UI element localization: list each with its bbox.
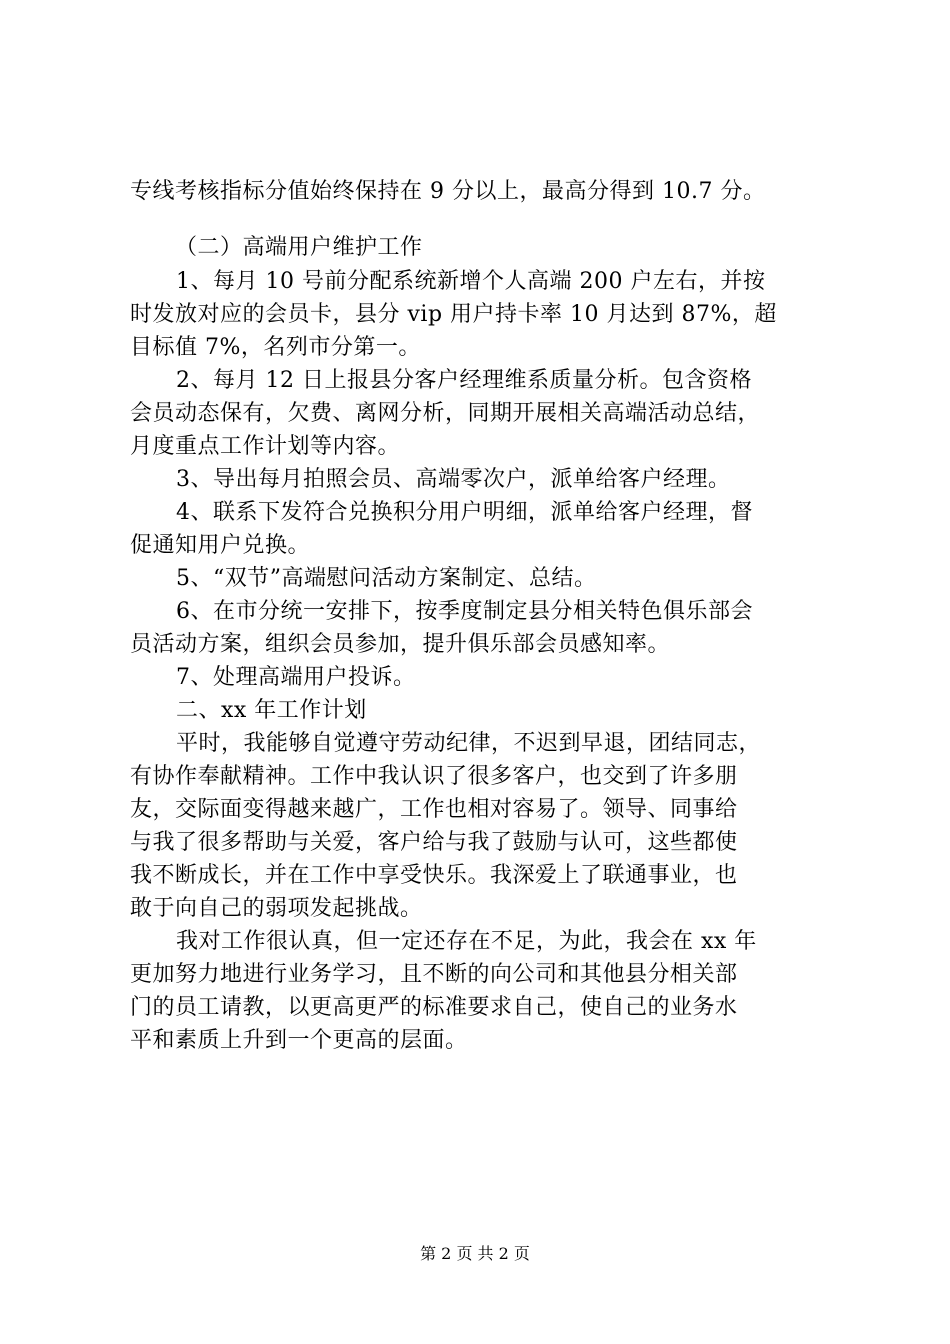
text-line: 友，交际面变得越来越广，工作也相对容易了。领导、同事给 bbox=[130, 797, 738, 822]
text-line: 我不断成长，并在工作中享受快乐。我深爱上了联通事业，也 bbox=[130, 863, 738, 888]
text-line: 敢于向自己的弱项发起挑战。 bbox=[130, 896, 423, 921]
text-line: 有协作奉献精神。工作中我认识了很多客户，也交到了许多朋 bbox=[130, 764, 738, 789]
text-line: 3、导出每月拍照会员、高端零次户，派单给客户经理。 bbox=[176, 467, 731, 492]
text-line: 更加努力地进行业务学习，且不断的向公司和其他县分相关部 bbox=[130, 962, 738, 987]
text-line: 与我了很多帮助与关爱，客户给与我了鼓励与认可，这些都使 bbox=[130, 830, 738, 855]
text-line: 4、联系下发符合兑换积分用户明细，派单给客户经理，督 bbox=[176, 500, 753, 525]
page-footer: 第 2 页 共 2 页 bbox=[420, 1244, 530, 1263]
text-line: 平和素质上升到一个更高的层面。 bbox=[130, 1028, 468, 1053]
text-line: 7、处理高端用户投诉。 bbox=[176, 665, 416, 690]
text-line: 时发放对应的会员卡，县分 vip 用户持卡率 10 月达到 87%，超 bbox=[130, 302, 777, 327]
text-line: 1、每月 10 号前分配系统新增个人高端 200 户左右，并按 bbox=[176, 269, 766, 294]
text-line: 2、每月 12 日上报县分客户经理维系质量分析。包含资格 bbox=[176, 368, 752, 393]
text-line: 会员动态保有，欠费、离网分析，同期开展相关高端活动总结， bbox=[130, 401, 761, 426]
text-line: 5、“双节”高端慰问活动方案制定、总结。 bbox=[176, 566, 597, 591]
text-line: 平时，我能够自觉遵守劳动纪律，不迟到早退，团结同志， bbox=[176, 731, 762, 756]
text-line: 门的员工请教，以更高更严的标准要求自己，使自己的业务水 bbox=[130, 995, 738, 1020]
text-line: 6、在市分统一安排下，按季度制定县分相关特色俱乐部会 bbox=[176, 599, 753, 624]
section-heading: 二、xx 年工作计划 bbox=[176, 698, 367, 723]
section-heading: （二）高端用户维护工作 bbox=[175, 235, 423, 260]
text-line: 员活动方案，组织会员参加，提升俱乐部会员感知率。 bbox=[130, 632, 671, 657]
text-line: 促通知用户兑换。 bbox=[130, 533, 311, 558]
text-line: 目标值 7%，名列市分第一。 bbox=[130, 335, 421, 360]
text-line: 我对工作很认真，但一定还存在不足，为此，我会在 xx 年 bbox=[176, 929, 757, 954]
text-line: 月度重点工作计划等内容。 bbox=[130, 434, 401, 459]
text-line: 专线考核指标分值始终保持在 9 分以上，最高分得到 10.7 分。 bbox=[130, 179, 766, 204]
